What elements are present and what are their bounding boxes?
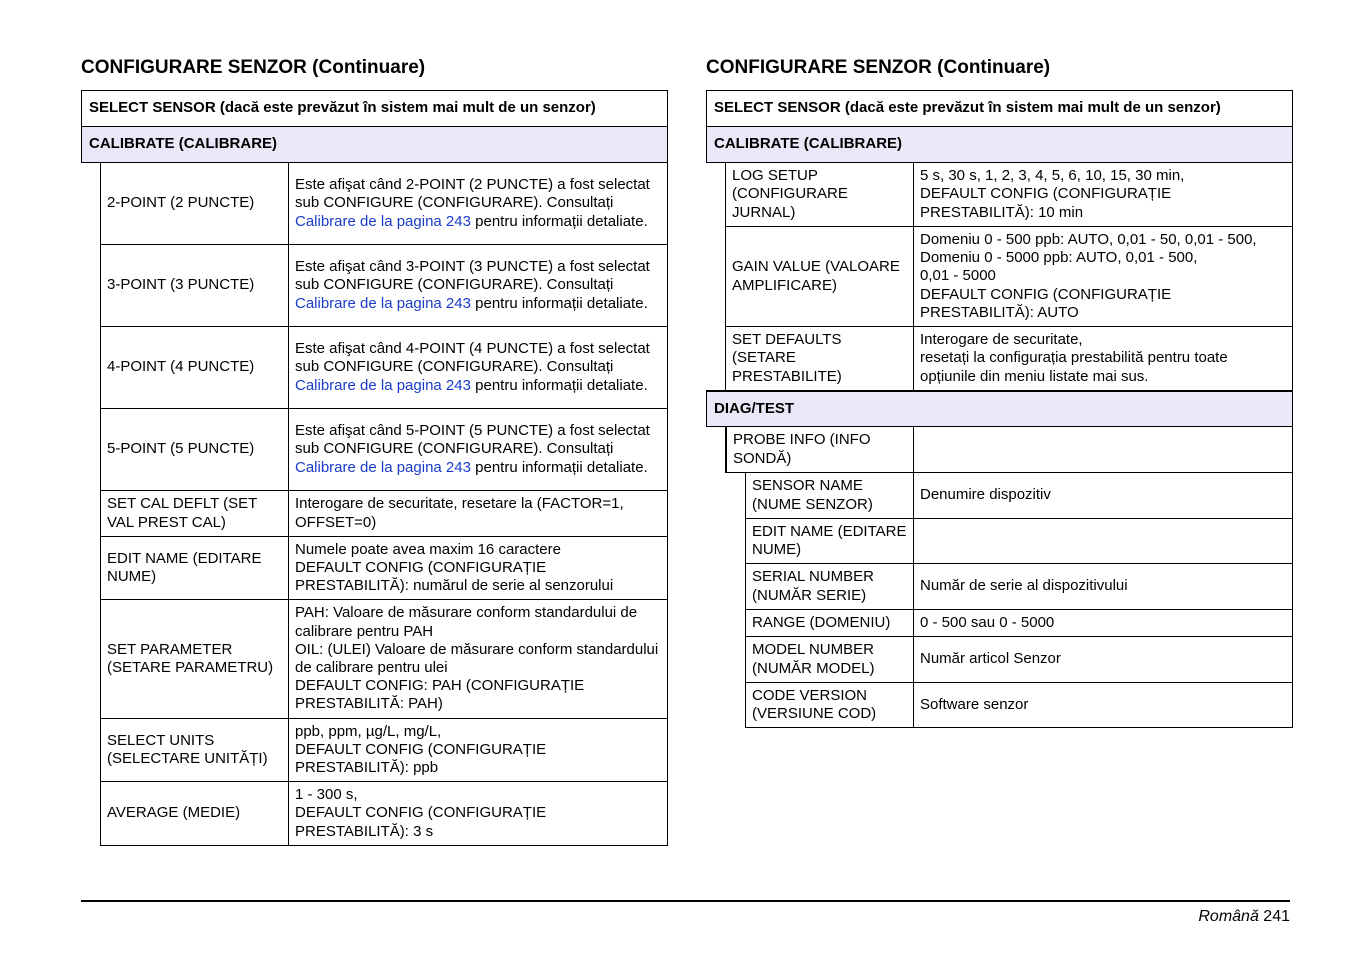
row-name: EDIT NAME (EDITARE NUME) [752, 522, 907, 558]
left-column [81, 56, 668, 846]
row-name: SELECT UNITS (SELECTARE UNITĂȚI) [107, 731, 268, 767]
row-name: RANGE (DOMENIU) [752, 613, 891, 631]
row-desc: Este afişat când 4-POINT (4 PUNCTE) a fost selectat sub CONFIGURE (CONFIGURARE). Consultați Calibrare de la pagina 243 pentru informații detaliate. [295, 340, 650, 394]
row-name: 5-POINT (5 PUNCTE) [107, 440, 255, 458]
row-desc: Este afişat când 3-POINT (3 PUNCTE) a fost selectat sub CONFIGURE (CONFIGURARE). Consultați Calibrare de la pagina 243 pentru informații detaliate. [295, 258, 650, 312]
table-row [100, 327, 668, 409]
probe-subrows [745, 473, 1293, 728]
select-sensor-header: SELECT SENSOR (dacă este prevăzut în sistem mai mult de un senzor) [81, 90, 668, 127]
diag-rows [725, 427, 1293, 728]
row-name: CODE VERSION (VERSIUNE COD) [752, 686, 877, 722]
row-name: GAIN VALUE (VALOARE AMPLIFICARE) [732, 258, 900, 294]
calibrare-link[interactable]: Calibrare de la pagina 243 [295, 294, 471, 312]
row-desc: Este afişat când 5-POINT (5 PUNCTE) a fost selectat sub CONFIGURE (CONFIGURARE). Consultați Calibrare de la pagina 243 pentru informații detaliate. [295, 422, 650, 476]
row-name: SENSOR NAME (NUME SENZOR) [752, 477, 873, 513]
row-desc: 0 - 500 sau 0 - 5000 [920, 613, 1055, 631]
table-row [725, 427, 1293, 473]
row-desc: Este afişat când 2-POINT (2 PUNCTE) a fost selectat sub CONFIGURE (CONFIGURARE). Consultați Calibrare de la pagina 243 pentru informații detaliate. [295, 176, 650, 230]
right-table [706, 90, 1293, 728]
calibrate-rows [725, 163, 1293, 390]
calibrate-header: CALIBRATE (CALIBRARE) [81, 126, 668, 163]
calibrate-rows [100, 163, 668, 846]
calibrare-link[interactable]: Calibrare de la pagina 243 [295, 458, 471, 476]
table-row [725, 227, 1293, 327]
page-footer [1198, 908, 1290, 926]
calibrate-header: CALIBRATE (CALIBRARE) [706, 126, 1293, 163]
table-row [745, 610, 1293, 637]
row-desc: Software senzor [920, 695, 1029, 713]
row-desc: PAH: Valoare de măsurare conform standardului de calibrare pentru PAH OIL: (ULEI) Valoare de măsurare conform standardului de calibrare pentru ulei DEFAULT CONFIG: PAH (CONFIGURAȚIE PRESTABILITĂ: PAH) [295, 604, 659, 713]
table-row [745, 683, 1293, 728]
right-section-title: CONFIGURARE SENZOR (Continuare) [706, 57, 1051, 78]
table-row [100, 409, 668, 491]
table-row [100, 537, 668, 600]
row-desc: Domeniu 0 - 500 ppb: AUTO, 0,01 - 50, 0,01 - 500, Domeniu 0 - 5000 ppb: AUTO, 0,01 - 500, 0,01 - 5000 DEFAULT CONFIG (CONFIGURAȚIE PRESTABILITĂ): AUTO [920, 230, 1257, 321]
row-name: 2-POINT (2 PUNCTE) [107, 194, 255, 212]
diag-test-header: DIAG/TEST [706, 390, 1293, 427]
calibrare-link[interactable]: Calibrare de la pagina 243 [295, 376, 471, 394]
row-name: PROBE INFO (INFO SONDĂ) [733, 431, 871, 467]
row-desc: ppb, ppm, µg/L, mg/L, DEFAULT CONFIG (CONFIGURAȚIE PRESTABILITĂ): ppb [295, 722, 547, 777]
table-row [745, 473, 1293, 519]
row-desc: Denumire dispozitiv [920, 486, 1051, 504]
table-row [100, 782, 668, 846]
row-name: LOG SETUP (CONFIGURARE JURNAL) [732, 167, 848, 221]
row-desc: Număr articol Senzor [920, 650, 1061, 668]
table-row [725, 327, 1293, 390]
row-name: SET DEFAULTS (SETARE PRESTABILITE) [732, 331, 842, 385]
row-name: AVERAGE (MEDIE) [107, 804, 241, 822]
row-desc: Interogare de securitate, resetare la (FACTOR=1, OFFSET=0) [295, 495, 624, 531]
row-desc: 5 s, 30 s, 1, 2, 3, 4, 5, 6, 10, 15, 30 min, DEFAULT CONFIG (CONFIGURAȚIE PRESTABILITĂ): 10 min [920, 167, 1185, 221]
row-desc: Interogare de securitate, resetați la configurația prestabilită pentru toate opțiunile din meniu listate mai sus. [920, 331, 1228, 385]
select-sensor-header: SELECT SENSOR (dacă este prevăzut în sistem mai mult de un senzor) [706, 90, 1293, 127]
row-name: 4-POINT (4 PUNCTE) [107, 358, 255, 376]
row-desc: 1 - 300 s, DEFAULT CONFIG (CONFIGURAȚIE PRESTABILITĂ): 3 s [295, 786, 547, 840]
left-section-title: CONFIGURARE SENZOR (Continuare) [81, 57, 426, 78]
table-row [100, 245, 668, 327]
table-row [100, 719, 668, 782]
table-row [725, 163, 1293, 227]
row-desc: Număr de serie al dispozitivului [920, 577, 1128, 595]
footer-language: Română [1198, 908, 1259, 925]
table-row [100, 163, 668, 245]
row-name: SERIAL NUMBER (NUMĂR SERIE) [752, 568, 874, 604]
table-row [745, 637, 1293, 683]
row-name: 3-POINT (3 PUNCTE) [107, 276, 255, 294]
table-row [745, 519, 1293, 564]
calibrare-link[interactable]: Calibrare de la pagina 243 [295, 212, 471, 230]
table-row [100, 600, 668, 719]
table-row [100, 491, 668, 537]
row-desc: Numele poate avea maxim 16 caractere DEFAULT CONFIG (CONFIGURAȚIE PRESTABILITĂ): numărul de serie al senzorului [295, 540, 614, 595]
row-name: EDIT NAME (EDITARE NUME) [107, 549, 262, 585]
row-name: SET PARAMETER (SETARE PARAMETRU) [107, 640, 274, 676]
footer-divider [81, 900, 1290, 902]
table-row [745, 564, 1293, 610]
row-name: SET CAL DEFLT (SET VAL PREST CAL) [107, 495, 258, 531]
left-table [81, 90, 668, 846]
page-number: 241 [1263, 908, 1290, 925]
right-column [706, 56, 1293, 728]
row-name: MODEL NUMBER (NUMĂR MODEL) [752, 641, 875, 677]
